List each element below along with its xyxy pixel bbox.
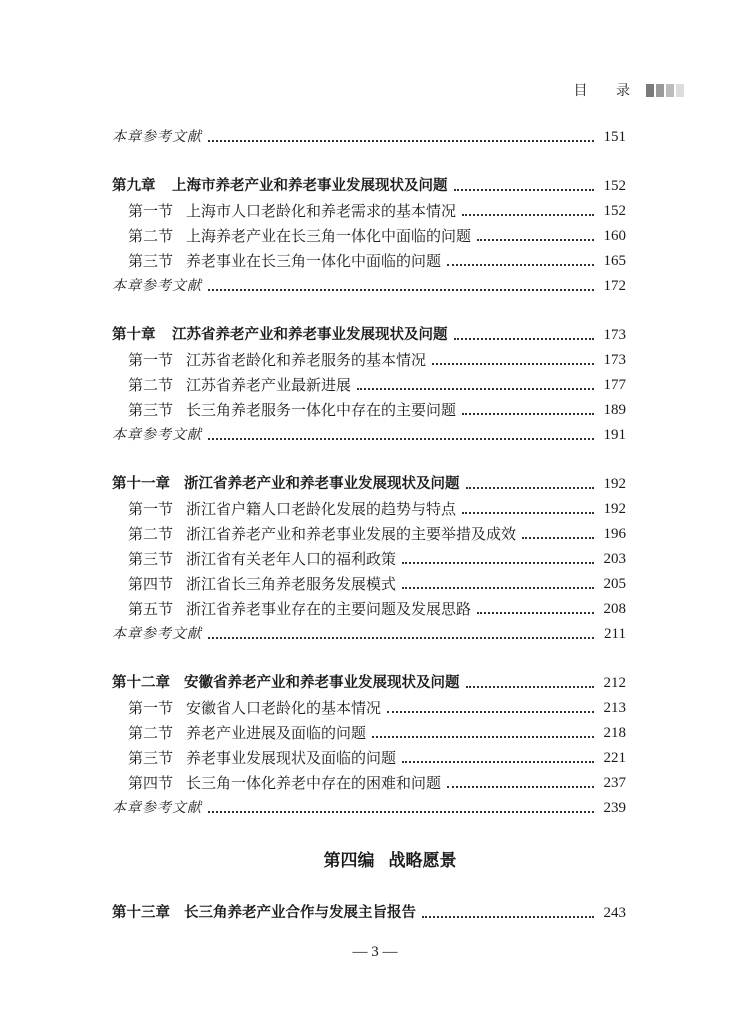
- chapter-title: 长三角养老产业合作与发展主旨报告: [184, 905, 416, 921]
- dot-leader: [422, 916, 594, 918]
- toc-section-row[interactable]: [112, 743, 626, 768]
- dot-leader: [402, 761, 594, 763]
- section-title: 养老产业进展及面临的问题: [186, 724, 367, 742]
- toc-chapter-row[interactable]: [112, 898, 626, 923]
- toc-section-row[interactable]: [112, 768, 626, 793]
- toc-page-number: 191: [603, 427, 626, 443]
- toc-page-number: 211: [604, 626, 626, 642]
- toc-section-row[interactable]: [112, 246, 626, 271]
- toc-page-number: 151: [603, 129, 626, 145]
- section-number: 第五节: [128, 600, 174, 618]
- section-number: 第四节: [128, 575, 174, 593]
- toc-section-row[interactable]: [112, 345, 626, 370]
- toc-ref-row[interactable]: [112, 420, 626, 445]
- part-number: 第四编: [323, 851, 375, 871]
- dot-leader: [466, 487, 595, 489]
- toc-page-number: 218: [603, 725, 626, 741]
- toc-chapter-label: [112, 673, 460, 693]
- chapter-spacer: [112, 147, 626, 171]
- toc-page-number: 208: [603, 601, 626, 617]
- toc-section-row[interactable]: [112, 569, 626, 594]
- dot-leader: [454, 338, 595, 340]
- chapter-spacer: [112, 644, 626, 668]
- dot-leader: [477, 239, 594, 241]
- toc-ref-label: 本章参考文献: [112, 626, 202, 642]
- section-title: 长三角一体化养老中存在的困难和问题: [186, 774, 442, 792]
- dot-leader: [466, 686, 595, 688]
- dot-leader: [357, 388, 594, 390]
- dot-leader: [522, 537, 594, 539]
- dot-leader: [462, 214, 594, 216]
- dot-leader: [208, 140, 594, 142]
- toc-section-row[interactable]: [112, 221, 626, 246]
- header-decoration: [646, 84, 684, 97]
- section-title: 浙江省户籍人口老龄化发展的趋势与特点: [186, 500, 457, 518]
- toc-chapter-row[interactable]: [112, 668, 626, 693]
- dot-leader: [208, 289, 594, 291]
- toc-chapter-label: [112, 474, 460, 494]
- header-title: 目 录: [573, 83, 642, 99]
- section-number: 第二节: [128, 227, 174, 245]
- section-number: 第二节: [128, 724, 174, 742]
- toc-page-number: 152: [603, 203, 626, 219]
- section-number: 第三节: [128, 550, 174, 568]
- toc-page-number: 212: [603, 675, 626, 691]
- section-title: 上海市人口老龄化和养老需求的基本情况: [186, 202, 457, 220]
- toc-chapter-label: [112, 903, 416, 923]
- chapter-spacer: [112, 296, 626, 320]
- toc-page-number: 173: [603, 327, 626, 343]
- page-number-footer: — 3 —: [352, 944, 398, 960]
- section-number: 第一节: [128, 699, 174, 717]
- toc-page-number: 160: [603, 228, 626, 244]
- section-title: 江苏省老龄化和养老服务的基本情况: [186, 351, 427, 369]
- toc-section-label: [112, 350, 426, 370]
- toc-page-number: 239: [603, 800, 626, 816]
- toc-section-row[interactable]: [112, 370, 626, 395]
- toc-section-label: [112, 400, 456, 420]
- toc-page-number: 165: [603, 253, 626, 269]
- section-number: 第四节: [128, 774, 174, 792]
- chapter-number: 第十章: [112, 327, 156, 343]
- toc-page-number: 237: [603, 775, 626, 791]
- chapter-title: 上海市养老产业和养老事业发展现状及问题: [172, 178, 448, 194]
- toc-section-label: [112, 748, 396, 768]
- toc-page-number: 189: [603, 402, 626, 418]
- part-title: 战略愿景: [388, 851, 457, 871]
- toc-section-row[interactable]: [112, 395, 626, 420]
- chapter-number: 第十二章: [112, 675, 170, 691]
- dot-leader: [402, 562, 594, 564]
- toc-page-number: 192: [603, 501, 626, 517]
- header-block: [666, 84, 674, 97]
- header-block: [656, 84, 664, 97]
- toc-section-row[interactable]: [112, 494, 626, 519]
- dot-leader: [462, 512, 594, 514]
- toc-page-number: 177: [603, 377, 626, 393]
- toc-reference-row[interactable]: [112, 122, 626, 147]
- dot-leader: [372, 736, 594, 738]
- toc-section-label: [112, 226, 471, 246]
- section-title: 浙江省有关老年人口的福利政策: [186, 550, 397, 568]
- section-number: 第三节: [128, 252, 174, 270]
- section-title: 江苏省养老产业最新进展: [186, 376, 352, 394]
- chapter-number: 第十三章: [112, 905, 170, 921]
- section-number: 第一节: [128, 202, 174, 220]
- dot-leader: [462, 413, 594, 415]
- toc-page-number: 192: [603, 476, 626, 492]
- toc-section-label: [112, 574, 396, 594]
- toc-chapter-label: [112, 176, 448, 196]
- toc-page-number: 203: [603, 551, 626, 567]
- toc-section-label: [112, 524, 516, 544]
- dot-leader: [208, 811, 594, 813]
- toc-chapter-row[interactable]: [112, 320, 626, 345]
- toc-ref-label: 本章参考文献: [112, 800, 202, 816]
- toc-ref-label: 本章参考文献: [112, 427, 202, 443]
- part-heading: [0, 846, 730, 871]
- section-title: 长三角养老服务一体化中存在的主要问题: [186, 401, 457, 419]
- chapter-number: 第十一章: [112, 476, 170, 492]
- section-title: 浙江省养老事业存在的主要问题及发展思路: [186, 600, 472, 618]
- chapter-spacer: [112, 445, 626, 469]
- section-number: 第一节: [128, 351, 174, 369]
- dot-leader: [477, 612, 594, 614]
- toc-section-label: [112, 201, 456, 221]
- dot-leader: [387, 711, 594, 713]
- toc-section-row[interactable]: [112, 519, 626, 544]
- toc-section-label: [112, 375, 351, 395]
- dot-leader: [208, 637, 594, 639]
- section-title: 养老事业发展现状及面临的问题: [186, 749, 397, 767]
- toc-section-label: [112, 499, 456, 519]
- dot-leader: [447, 264, 594, 266]
- toc-ref-row[interactable]: [112, 793, 626, 818]
- toc-ref-row[interactable]: [112, 271, 626, 296]
- toc-chapter-row[interactable]: [112, 171, 626, 196]
- toc-section-row[interactable]: [112, 693, 626, 718]
- section-title: 上海养老产业在长三角一体化中面临的问题: [186, 227, 472, 245]
- toc-section-row[interactable]: [112, 544, 626, 569]
- section-title: 浙江省长三角养老服务发展模式: [186, 575, 397, 593]
- section-number: 第二节: [128, 376, 174, 394]
- section-number: 第三节: [128, 749, 174, 767]
- dot-leader: [402, 587, 594, 589]
- toc-section-label: [112, 599, 471, 619]
- toc-section-row[interactable]: [112, 196, 626, 221]
- section-title: 浙江省养老产业和养老事业发展的主要举措及成效: [186, 525, 517, 543]
- header-block: [676, 84, 684, 97]
- toc-section-row[interactable]: [112, 718, 626, 743]
- section-title: 安徽省人口老龄化的基本情况: [186, 699, 382, 717]
- dot-leader: [208, 438, 594, 440]
- header-block: [646, 84, 654, 97]
- toc-section-label: [112, 698, 381, 718]
- toc-page-number: 196: [603, 526, 626, 542]
- toc-page-number: 173: [603, 352, 626, 368]
- toc-section-label: [112, 723, 366, 743]
- toc-ref-label: 本章参考文献: [112, 278, 202, 294]
- toc-page-number: 213: [603, 700, 626, 716]
- chapter-title: 江苏省养老产业和养老事业发展现状及问题: [172, 327, 448, 343]
- toc-reference-label: 本章参考文献: [112, 129, 202, 145]
- section-title: 养老事业在长三角一体化中面临的问题: [186, 252, 442, 270]
- dot-leader: [447, 786, 594, 788]
- chapter-number: 第九章: [112, 178, 156, 194]
- toc-page-number: 243: [603, 905, 626, 921]
- table-of-contents: [112, 122, 626, 818]
- toc-page-number: 152: [603, 178, 626, 194]
- toc-ref-row[interactable]: [112, 619, 626, 644]
- toc-section-label: [112, 251, 441, 271]
- chapter-title: 浙江省养老产业和养老事业发展现状及问题: [184, 476, 460, 492]
- toc-last-chapter: [112, 898, 626, 923]
- toc-section-label: [112, 773, 441, 793]
- toc-page-number: 205: [603, 576, 626, 592]
- section-number: 第一节: [128, 500, 174, 518]
- section-number: 第三节: [128, 401, 174, 419]
- toc-chapter-row[interactable]: [112, 469, 626, 494]
- toc-page-number: 221: [603, 750, 626, 766]
- toc-page-number: 172: [603, 278, 626, 294]
- toc-chapter-label: [112, 325, 448, 345]
- chapter-title: 安徽省养老产业和养老事业发展现状及问题: [184, 675, 460, 691]
- toc-section-label: [112, 549, 396, 569]
- toc-section-row[interactable]: [112, 594, 626, 619]
- section-number: 第二节: [128, 525, 174, 543]
- dot-leader: [432, 363, 594, 365]
- dot-leader: [454, 189, 595, 191]
- running-header: [574, 80, 684, 100]
